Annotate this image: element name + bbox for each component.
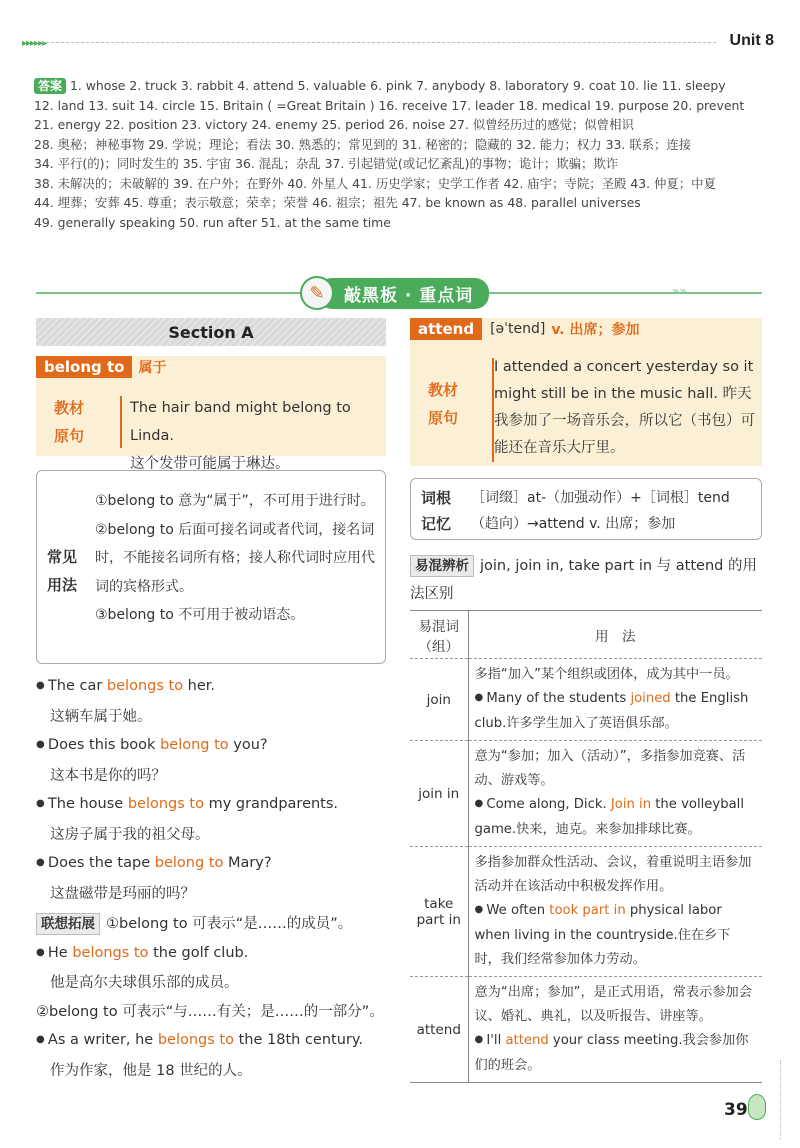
table-row: attend 意为“出席；参加”，是正式用语，常表示参加会议、婚礼、典礼，以及听报告、讲座等。 ● I'll attend your class meeting.我会参加你们的班会。: [410, 977, 762, 1083]
confusion-heading: 易混辨析 join, join in, take part in 与 attend 的用法区别: [410, 552, 762, 608]
example-item: ● The car belongs to her. 这辆车属于她。: [36, 672, 386, 731]
attend-card: [410, 318, 762, 466]
answer-key: [34, 76, 774, 232]
example-item: ● Does this book belong to you? 这本书是你的吗？: [36, 731, 386, 790]
belong-to-card: [36, 356, 386, 472]
answer-row: 34. 平行(的)；同时发生的 35. 宇宙 36. 混乱；杂乱 37. 引起错觉(或记忆紊乱)的事物；诡计；欺骗；欺诈: [34, 156, 619, 171]
word-tag: attend: [410, 318, 482, 340]
answer-row: 49. generally speaking 50. run after 51. at the same time: [34, 214, 391, 230]
table-row: join 多指“加入”某个组织或团体，成为其中一员。 ● Many of the students joined the English club.许多学生加入了英语俱乐部。: [410, 659, 762, 741]
page-edge-decoration: [780, 1060, 800, 1140]
answer-row: 38. 未解决的；未破解的 39. 在户外；在野外 40. 外星人 41. 历史学家；史学工作者 42. 庙宇；寺院；圣殿 43. 仲夏；中夏: [34, 175, 716, 191]
page-number: 39: [724, 1100, 748, 1120]
section-banner: [300, 278, 489, 308]
extension-tag: 联想拓展: [36, 913, 100, 935]
example-item: ● He belongs to the golf club. 他是高尔夫球俱乐部的成员。: [36, 939, 386, 998]
answer-row: 答案 1. whose 2. truck 3. rabbit 4. attend 5. valuable 6. pink 7. anybody 8. laboratory 9. coat 10. lie 11. sleepy: [34, 76, 774, 96]
example-item: ● The house belongs to my grandparents. 这房子属于我的祖父母。: [36, 790, 386, 849]
comparison-table: [410, 610, 762, 1083]
table-header: 易混词 （组） 用 法: [410, 611, 762, 659]
source-sentence: I attended a concert yesterday so it might still be in the music hall. 昨天我参加了一场音乐会，所以它（书包）可能还在音乐大厅里。: [494, 359, 755, 456]
table-row: take part in 多指参加群众性活动、会议，着重说明主语参加活动并在该活动中积极发挥作用。 ● We often took part in physical labor when living in the countryside.住在乡下时，我们经常参加体力劳动。: [410, 847, 762, 977]
usage-box: [36, 470, 386, 664]
word-meaning: 属于: [138, 360, 167, 376]
root-memory-box: [410, 478, 762, 540]
table-row: join in 意为“参加；加入（活动）”，多指参加竞赛、活动、游戏等。 ● Come along, Dick. Join in the volleyball game.快来，迪克。来参加排球比赛。: [410, 741, 762, 847]
word-header: [36, 356, 166, 378]
unit-label: Unit 8: [729, 32, 774, 49]
answer-row: 21. energy 22. position 23. victory 24. enemy 25. period 26. noise 27. 似曾经历过的感觉；似曾相识: [34, 117, 634, 132]
page-number-box: [710, 1092, 770, 1138]
answer-row: 44. 埋葬；安葬 45. 尊重；表示敬意；荣幸；荣誉 46. 祖宗；祖先 47. be known as 48. parallel universes: [34, 195, 641, 210]
phonetic: [əˈtend]: [490, 321, 546, 337]
header-arrows-decoration: ▸▸▸▸▸▸: [22, 38, 47, 49]
source-label: 教材 原句: [54, 399, 85, 445]
chevron-right-icon: »»: [672, 284, 687, 298]
word-meaning: v. 出席；参加: [551, 322, 640, 338]
usage-rules: ①belong to 意为“属于”，不可用于进行时。 ②belong to 后面可接名词或者代词，接名词时，不能接名词所有格；接人称代词时应用代词的宾格形式。 ③belong to 不可用于被动语态。: [95, 493, 375, 623]
usage-label: 常见 用法: [47, 548, 78, 594]
word-header: [410, 318, 640, 340]
belong-examples: [36, 672, 386, 1085]
source-sentence: The hair band might belong to Linda. 这个发带可能属于琳达。: [130, 400, 351, 472]
section-a-heading: Section A: [36, 318, 386, 346]
example-item: ● Does the tape belong to Mary? 这盘磁带是玛丽的吗？: [36, 849, 386, 908]
word-tag: belong to: [36, 356, 132, 378]
example-item: ● As a writer, he belongs to the 18th century. 作为作家，他是 18 世纪的人。: [36, 1026, 386, 1085]
answer-tag: 答案: [34, 78, 66, 94]
answer-row: 12. land 13. suit 14. circle 15. Britain ( =Great Britain ) 16. receive 17. leader 18. medical 19. purpose 20. prevent: [34, 97, 745, 113]
banner-title: 敲黑板 · 重点词: [318, 278, 489, 309]
banner-rule-right: [480, 292, 762, 294]
header-rule: [36, 42, 716, 43]
source-label: 教材 原句: [428, 381, 459, 427]
mascot-icon: ✎: [300, 276, 334, 310]
balloon-icon: [748, 1094, 766, 1120]
banner-rule-left: [36, 292, 306, 294]
root-label: 词根 记忆: [421, 489, 452, 533]
extension-note: ②belong to 可表示“与……有关；是……的一部分”。: [36, 1003, 384, 1020]
confusion-tag: 易混辨析: [410, 555, 474, 577]
answer-row: 28. 奥秘；神秘事物 29. 学说；理论；看法 30. 熟悉的；常见到的 31. 秘密的；隐藏的 32. 能力；权力 33. 联系；连接: [34, 136, 692, 152]
root-text: ［词缀］at-（加强动作）+［词根］tend（趋向）→attend v. 出席；参加: [471, 490, 730, 532]
extension-note: 联想拓展 ①belong to 可表示“是……的成员”。: [36, 910, 386, 939]
